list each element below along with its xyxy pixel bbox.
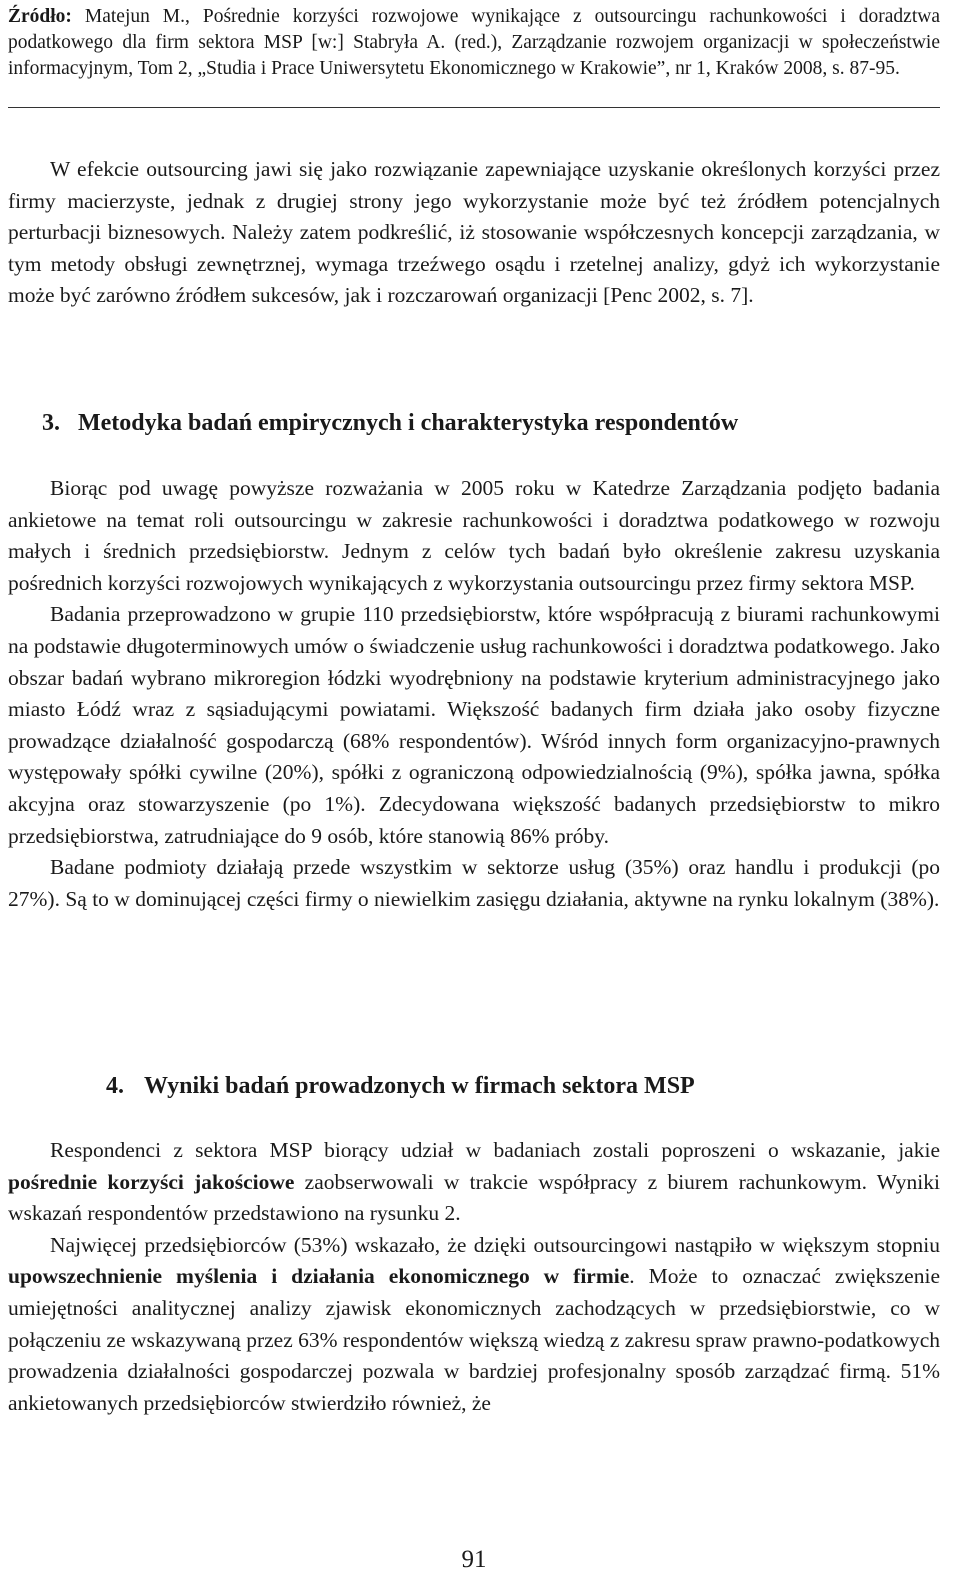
section-4-p1-text-c: zaobserwowali w trakcie współpracy z biurem rachunkowym. Wyniki wskazań respondentów przedstawiono na rysunku 2. xyxy=(8,1169,940,1226)
section-4-p1-text-a: Respondenci z sektora MSP biorący udział w badaniach zostali poproszeni o wskazanie, jakie xyxy=(50,1138,940,1162)
section-3-paragraph-3: Badane podmioty działają przede wszystkim w sektorze usług (35%) oraz handlu i produkcji (po 27%). Są to w dominującej części firmy o niewielkim zasięgu działania, aktywne na rynku lokalnym (38%). xyxy=(8,855,940,911)
section-3-heading xyxy=(42,408,738,438)
section-4-paragraph-2 xyxy=(8,1230,940,1420)
source-divider xyxy=(8,107,940,108)
intro-paragraph: W efekcie outsourcing jawi się jako rozwiązanie zapewniające uzyskanie określonych korzyści przez firmy macierzyste, jednak z drugiej strony jego wykorzystanie może być też źródłem potencjalnych perturbacji biznesowych. Należy zatem podkreślić, iż stosowanie współczesnych koncepcji zarządzania, w tym metody obsługi zewnętrznej, wymaga trzeźwego osądu i rzetelnej analizy, gdyż ich wykorzystanie może być zarówno źródłem sukcesów, jak i rozczarowań organizacji [Penc 2002, s. 7]. xyxy=(8,157,940,308)
section-3-title: Metodyka badań empirycznych i charakterystyka respondentów xyxy=(78,410,739,436)
section-3-number: 3. xyxy=(42,410,60,436)
section-3-paragraph-2: Badania przeprowadzono w grupie 110 przedsiębiorstw, które współpracują z biurami rachunkowymi na podstawie długoterminowych umów o świadczenie usług rachunkowości i doradztwa podatkowego. Jako obszar badań wybrano mikroregion łódzki wyodrębniony na podstawie kryterium administracyjnego jako miasto Łódź wraz z sąsiadującymi powiatami. Większość badanych firm działa jako osoby fizyczne prowadzące działalność gospodarczą (68% respondentów). Wśród innych form organizacyjno-prawnych występowały spółki cywilne (20%), spółki z ograniczoną odpowiedzialnością (9%), spółka jawna, spółka akcyjna oraz stowarzyszenie (po 1%). Zdecydowana większość badanych przedsiębiorstw to mikro przedsiębiorstwa, zatrudniające do 9 osób, które stanowią 86% próby. xyxy=(8,602,940,848)
section-4-number: 4. xyxy=(106,1073,124,1099)
section-3-paragraph-1: Biorąc pod uwagę powyższe rozważania w 2005 roku w Katedrze Zarządzania podjęto badania ankietowe na temat roli outsourcingu w zakresie rachunkowości i doradztwa podatkowego w rozwoju małych i średnich przedsiębiorstw. Jednym z celów tych badań było określenie zakresu uzyskania pośrednich korzyści rozwojowych wynikających z wykorzystania outsourcingu przez firmy sektora MSP. xyxy=(8,476,940,595)
section-4-heading xyxy=(106,1071,695,1101)
source-note xyxy=(8,0,940,82)
section-4-title: Wyniki badań prowadzonych w firmach sektora MSP xyxy=(144,1073,695,1099)
section-4-p1-emphasis: pośrednie korzyści jakościowe xyxy=(8,1169,295,1194)
section-4-body xyxy=(8,1135,940,1419)
source-label: Źródło: xyxy=(8,6,72,27)
section-3-body xyxy=(8,473,940,915)
page-number: 91 xyxy=(461,1546,487,1573)
section-4-paragraph-1 xyxy=(8,1135,940,1230)
section-4-p2-text-c: . Może to oznaczać zwiększenie umiejętności analitycznej analizy zjawisk ekonomicznych zachodzących w przedsiębiorstwie, co w połączeniu ze wskazywaną przez 63% respondentów większą wiedzą z zakresu spraw prawno-podatkowych prowadzenia działalności gospodarczej pozwala w bardziej profesjonalny sposób zarządzać firmą. 51% ankietowanych przedsiębiorców stwierdziło również, że xyxy=(8,1264,940,1415)
source-citation: Matejun M., Pośrednie korzyści rozwojowe wynikające z outsourcingu rachunkowości i doradztwa podatkowego dla firm sektora MSP [w:] Stabryła A. (red.), Zarządzanie rozwojem organizacji w społeczeństwie informacyjnym, Tom 2, „Studia i Prace Uniwersytetu Ekonomicznego w Krakowie”, nr 1, Kraków 2008, s. 87-95. xyxy=(8,6,940,79)
section-4-p2-text-a: Najwięcej przedsiębiorców (53%) wskazało, że dzięki outsourcingowi nastąpiło w większym stopniu xyxy=(50,1232,940,1257)
section-4-p2-emphasis: upowszechnienie myślenia i działania ekonomicznego w firmie xyxy=(8,1264,630,1289)
